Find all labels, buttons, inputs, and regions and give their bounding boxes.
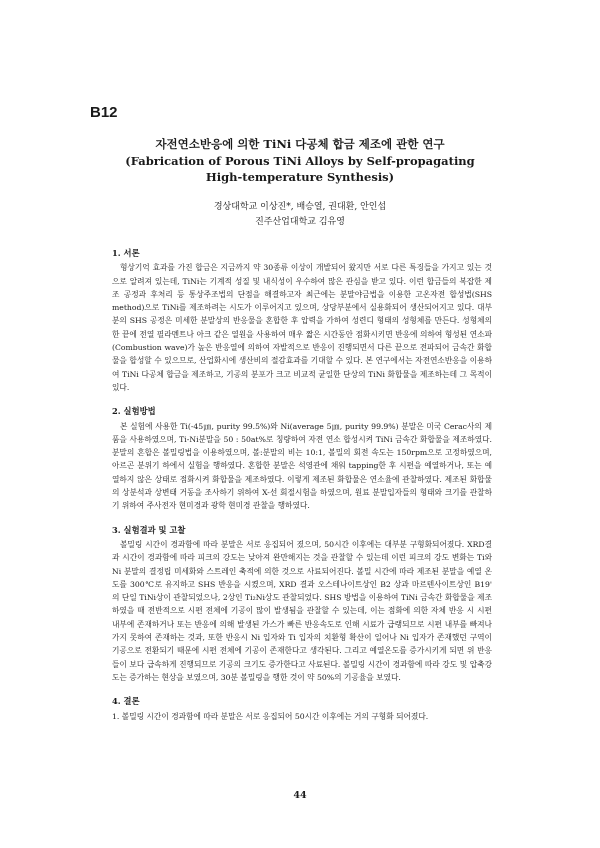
section-heading: 2. 실험방법 [112, 406, 156, 417]
paper-code: B12 [90, 104, 118, 121]
title-english-line-1: (Fabrication of Porous TiNi Alloys by Self-propagating [125, 153, 475, 168]
title-block [90, 136, 510, 186]
section-paragraph: 볼밀링 시간이 경과함에 따라 분말은 서로 응집되어 졌으며, 50시간 이후에는 대부분 구형화되어졌다. XRD결과 시간이 경과함에 따라 피크의 강도는 낮아져 완만해지는 것을 관찰할 수 있는데 이런 피크의 강도 변화는 Ti와 Ni 분말의 결정립 미세화와 스트레인 축적에 의한 것으로 사료되어진다. 볼밀 시간에 따라 제조된 분말을 예열 온도를 300℃로 유지하고 SHS 반응을 시켰으며, XRD 결과 오스테나이트상인 B2 상과 마르텐사이트상인 B19' 의 단일 TiNi상이 관찰되었으나, 2상인 Ti₂Ni상도 관찰되었다. SHS 방법을 이용하여 TiNi 금속간 화합물을 제조하였을 때 전반적으로 시편 전체에 기공이 많이 발생됨을 관찰할 수 있는데, 이는 점화에 의한 자체 반응 시 시편 내부에 존재하거나 또는 반응에 의해 발생된 가스가 빠른 반응속도로 인해 시료가 급랭되므로 시편 내부를 빠져나가지 못하여 존재하는 것과, 또한 반응시 Ni 입자와 Ti 입자의 치환형 확산이 일어나 Ni 입자가 존재했던 구역이 기공으로 전환되기 때문에 시편 전체에 기공이 존재한다고 생각된다. 그리고 예열온도를 증가시키게 되면 위 반응들이 보다 급속하게 진행되므로 기공의 크기도 증가한다고 사료된다. 볼밀링 시간이 경과함에 따라 강도 및 압축강도는 증가하는 현상을 보였으며, 30분 볼밀링을 행한 것이 약 50%의 기공율을 보였다. [112, 539, 492, 682]
section-heading: 1. 서론 [112, 248, 140, 258]
section-methods [112, 405, 492, 512]
section-heading: 3. 실험결과 및 고찰 [112, 524, 186, 535]
author-affiliation: 진주산업대학교 김유영 [255, 216, 345, 227]
section-introduction [112, 247, 492, 394]
section-paragraph: 형상기억 효과를 가진 합금은 지금까지 약 30종류 이상이 개발되어 왔지만 서로 다른 특징들을 가지고 있는 것으로 알려져 있는데, TiNi는 기계적 성질 및 내식성이 우수하여 많은 관심을 받고 있다. 이런 합금들의 복잡한 제조 공정과 후처리 등 통상주조법의 단점을 해결하고자 최근에는 분말야금법을 이용한 고온자전 합성법(SHS method)으로 TiNi를 제조하려는 시도가 이루어지고 있으며, 상당부분에서 실용화되어 생산되어지고 있다. 대부분의 SHS 공정은 미세한 분말상의 반응물을 혼합한 후 압력을 가하여 성련디 형태의 성형체를 만든다. 성형체의 한 끝에 전열 필라멘트나 아크 같은 열원을 사용하여 매우 짧은 시간동안 점화시키면 반응에 의하여 형성된 연소파(Combustion wave)가 높은 반응열에 의하여 자발적으로 반응이 진행되면서 다른 끝으로 전파되어 금속간 화합물을 합성할 수 있으므로, 산업화시에 생산비의 절감효과를 기대할 수 있다. 본 연구에서는 자전연소반응을 이용하여 TiNi 다공체 합금을 제조하고, 기공의 분포가 크고 비교적 균일한 단상의 TiNi 화합물을 제조하는데 그 목적이 있다. [112, 263, 492, 392]
author-block [90, 200, 510, 229]
author-list: 경상대학교 이상진*, 배승열, 권대환, 안인섭 [213, 202, 387, 212]
section-heading: 4. 결론 [112, 696, 140, 707]
section-conclusion [112, 695, 492, 723]
title-korean: 자전연소반응에 의한 TiNi 다공체 합금 제조에 관한 연구 [155, 137, 445, 151]
page-number: 44 [293, 790, 307, 801]
section-paragraph: 본 실험에 사용한 Ti(-45㎛, purity 99.5%)와 Ni(average 5㎛, purity 99.9%) 분말은 미국 Cerac사의 제품을 사용하였으며, Ti-Ni분말을 50 : 50at%로 칭량하여 자전 연소 합성시켜 TiNi 금속간 화합물을 제조하였다. 분말의 혼합은 볼밀링법을 이용하였으며, 볼:분말의 비는 10:1, 볼밀의 회전 속도는 150rpm으로 고정하였으며, 아르곤 분위기 하에서 실험을 행하였다. 혼합한 분말은 석영관에 채워 tapping한 후 시편을 예열하거나, 또는 예열하지 않은 상태로 점화시켜 화합물을 제조하였다. 이렇게 제조된 화합물은 연소율에 관찰하였다. 제조된 화합물의 상분석과 상변태 거동을 조사하기 위하여 X-선 회절시험을 하였으며, 원료 분말입자들의 형태와 크기를 관찰하기 위하여 주사전자 현미경과 광학 현미경 관찰을 행하였다. [112, 421, 492, 511]
body-sections [112, 247, 492, 734]
title-english-line-2: High-temperature Synthesis) [205, 170, 395, 184]
conclusion-item: 1. 볼밀링 시간이 경과함에 따라 분말은 서로 응집되어 50시간 이후에는 거의 구형화 되어졌다. [112, 711, 429, 721]
section-results [112, 524, 492, 685]
